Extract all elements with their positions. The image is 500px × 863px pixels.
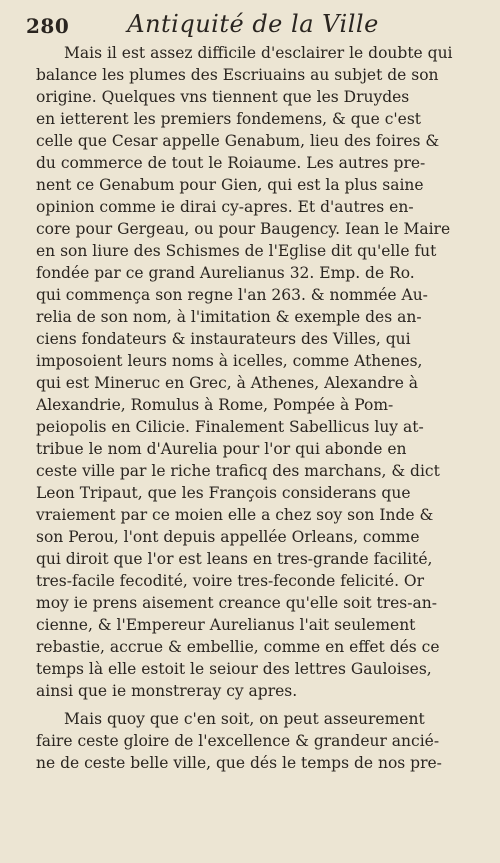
text-line: qui est Mineruc en Grec, à Athenes, Alexandre à bbox=[36, 374, 419, 392]
text-line: ciens fondateurs & instaurateurs des Villes, qui bbox=[36, 330, 411, 348]
text-line: qui commença son regne l'an 263. & nommée Au- bbox=[36, 286, 428, 304]
body-text bbox=[36, 42, 482, 774]
text-line: cienne, & l'Empereur Aurelianus l'ait seulement bbox=[36, 616, 416, 634]
text-line: son Perou, l'ont depuis appellée Orleans, comme bbox=[36, 528, 420, 546]
text-line: ne de ceste belle ville, que dés le temps de nos pre- bbox=[36, 754, 442, 772]
text-line: Mais il est assez difficile d'esclairer le doubte qui bbox=[64, 44, 453, 62]
text-line: ceste ville par le riche traficq des marchans, & dict bbox=[36, 462, 440, 480]
text-line: origine. Quelques vns tiennent que les Druydes bbox=[36, 88, 410, 106]
paragraph-2 bbox=[36, 708, 482, 774]
text-line: ainsi que ie monstreray cy apres. bbox=[36, 682, 298, 700]
text-line: peiopolis en Cilicie. Finalement Sabellicus luy at- bbox=[36, 418, 424, 436]
text-line: rebastie, accrue & embellie, comme en effet dés ce bbox=[36, 638, 440, 656]
text-line: relia de son nom, à l'imitation & exemple des an- bbox=[36, 308, 422, 326]
text-line: tres-facile fecodité, voire tres-feconde felicité. Or bbox=[36, 572, 425, 590]
text-line: nent ce Genabum pour Gien, qui est la plus saine bbox=[36, 176, 424, 194]
text-line: opinion comme ie dirai cy-apres. Et d'autres en- bbox=[36, 198, 414, 216]
text-line: imposoient leurs noms à icelles, comme Athenes, bbox=[36, 352, 423, 370]
text-line: celle que Cesar appelle Genabum, lieu des foires & bbox=[36, 132, 440, 150]
text-line: tribue le nom d'Aurelia pour l'or qui abonde en bbox=[36, 440, 407, 458]
text-line: vraiement par ce moien elle a chez soy son Inde & bbox=[36, 506, 434, 524]
text-line: fondée par ce grand Aurelianus 32. Emp. de Ro. bbox=[36, 264, 415, 282]
text-line: Leon Tripaut, que les François considerans que bbox=[36, 484, 411, 502]
text-line: faire ceste gloire de l'excellence & grandeur ancié- bbox=[36, 732, 440, 750]
text-line: en ietterent les premiers fondemens, & que c'est bbox=[36, 110, 422, 128]
text-line: Alexandrie, Romulus à Rome, Pompée à Pom- bbox=[36, 396, 394, 414]
text-line: du commerce de tout le Roiaume. Les autres pre- bbox=[36, 154, 426, 172]
page-number: 280 bbox=[26, 14, 70, 38]
text-line: en son liure des Schismes de l'Eglise dit qu'elle fut bbox=[36, 242, 437, 260]
running-head: Antiquité de la Ville bbox=[127, 10, 379, 38]
paragraph-1 bbox=[36, 42, 482, 702]
text-line: balance les plumes des Escriuains au subjet de son bbox=[36, 66, 439, 84]
text-line: moy ie prens aisement creance qu'elle soit tres-an- bbox=[36, 594, 437, 612]
page-header bbox=[26, 8, 480, 38]
text-line: qui diroit que l'or est leans en tres-grande facilité, bbox=[36, 550, 433, 568]
text-line: temps là elle estoit le seiour des lettres Gauloises, bbox=[36, 660, 432, 678]
text-line: Mais quoy que c'en soit, on peut asseurement bbox=[64, 710, 425, 728]
text-line: core pour Gergeau, ou pour Baugency. Iean le Maire bbox=[36, 220, 451, 238]
